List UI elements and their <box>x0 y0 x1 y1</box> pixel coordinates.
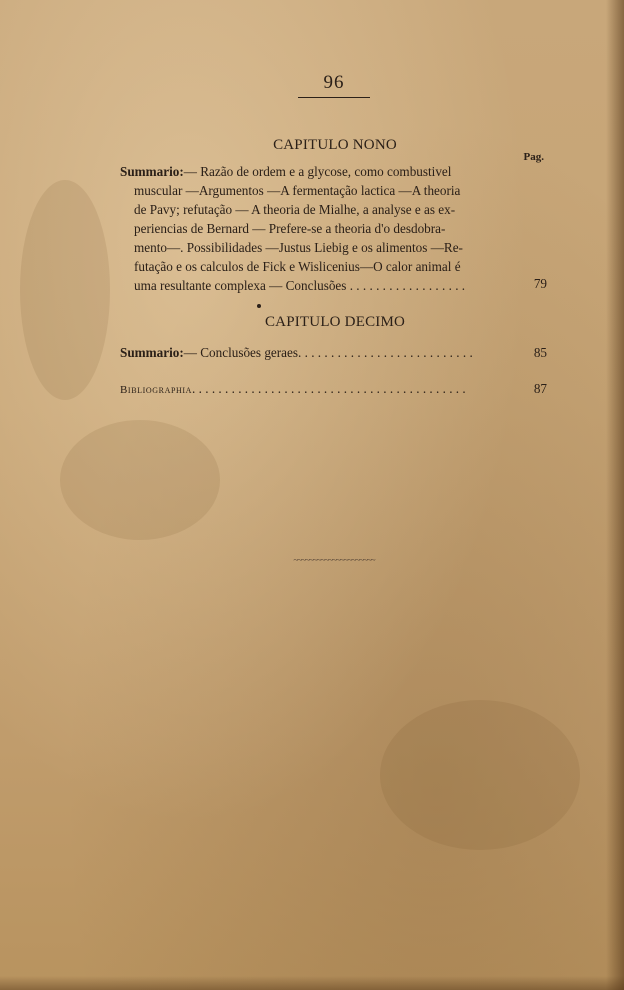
summary-label: Summario: <box>120 345 184 360</box>
summary-label: Summario: <box>120 164 184 179</box>
bibliography-page-ref: 87 <box>533 381 547 396</box>
page-edge-shadow <box>606 0 624 990</box>
page-number: 96 <box>323 72 345 93</box>
page-edge-shadow <box>0 976 624 990</box>
summary-line <box>120 162 512 181</box>
paper-stain <box>380 700 580 850</box>
summary-line: de Pavy; refutação — A theoria de Mialhe, a analyse e as ex- <box>134 202 456 217</box>
chapter-nine-heading: CAPITULO NONO <box>273 137 397 153</box>
bibliography-label: Bibliographia <box>120 384 193 396</box>
bibliography-leader: . . . . . . . . . . . . . . . . . . . . . . . . . . . . . . . . . . . . . . . . . . <box>192 381 466 396</box>
summary-line: muscular —Argumentos —A fermentação lactica —A theoria <box>134 183 461 198</box>
summary-line: mento—. Possibilidades —Justus Liebig e os alimentos —Re- <box>134 240 463 255</box>
chapter-ten-summary <box>120 345 512 361</box>
summary-text: — Razão de ordem e a glycose, como combustivel <box>183 164 452 179</box>
paper-stain <box>60 420 220 540</box>
closing-ornament: ~~~~~~~~~~~~~~~~~~~~~ <box>293 555 375 565</box>
chapter-nine-page-ref: 79 <box>533 276 547 291</box>
ink-dot <box>257 304 261 308</box>
page-number-rule <box>298 97 370 98</box>
summary-line: uma resultante complexa — Conclusões . . . . . . . . . . . . . . . . . . <box>134 278 466 293</box>
chapter-nine-summary <box>120 162 512 295</box>
paper-stain <box>20 180 110 400</box>
summary-text: — Conclusões geraes. . . . . . . . . . . . . . . . . . . . . . . . . . . <box>183 345 473 360</box>
chapter-ten-heading: CAPITULO DECIMO <box>264 314 406 330</box>
summary-line: periencias de Bernard — Prefere-se a theoria d'o desdobra- <box>134 221 446 236</box>
summary-line: futação e os calculos de Fick e Wislicenius—O calor animal é <box>134 259 461 274</box>
pag-column-label: Pag. <box>523 151 544 163</box>
bibliography-row <box>120 381 512 397</box>
chapter-ten-page-ref: 85 <box>533 345 547 360</box>
